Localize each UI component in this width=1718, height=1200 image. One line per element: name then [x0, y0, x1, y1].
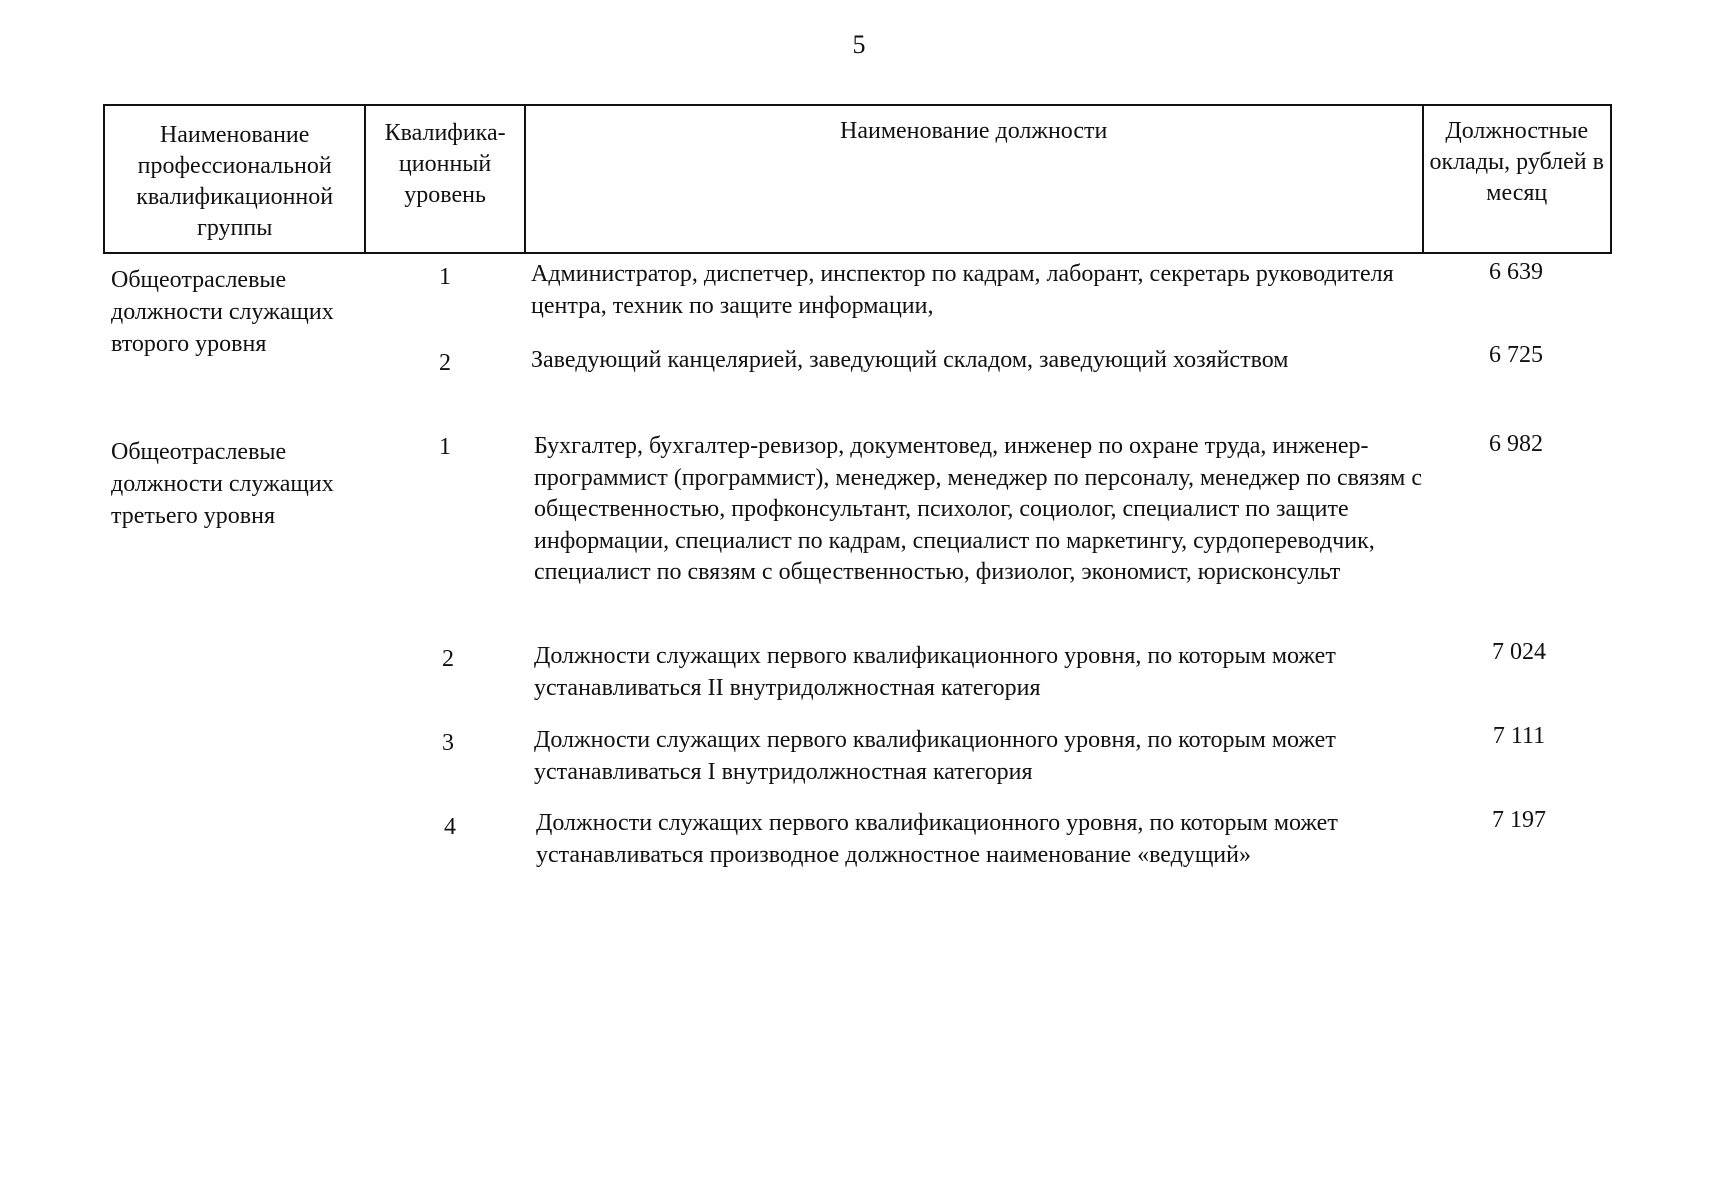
header-qualification-level: Квалифика-ционный уровень: [366, 106, 526, 252]
table-header: [103, 104, 1612, 254]
salary-cell: 7 024: [1492, 639, 1546, 665]
position-cell: Заведующий канцелярией, заведующий складом, заведующий хозяйством: [531, 347, 1289, 373]
position-cell: Должности служащих первого квалификационного уровня, по которым может устанавливаться производное должностное наименование «ведущий»: [536, 810, 1338, 868]
salary-cell: 7 197: [1492, 807, 1546, 833]
salary-cell: 6 982: [1489, 431, 1543, 457]
position-cell: Бухгалтер, бухгалтер-ревизор, документовед, инженер по охране труда, инженер-программист (программист), менеджер, менеджер по персоналу, менеджер по связям с общественностью, профконсультант, психолог, социолог, специалист по защите информации, специалист по кадрам, специалист по маркетингу, сурдопереводчик, специалист по связям с общественностью, физиолог, экономист, юрисконсульт: [534, 433, 1423, 585]
position-cell: Должности служащих первого квалификационного уровня, по которым может устанавливаться II внутридолжностная категория: [534, 643, 1336, 701]
level-cell: 2: [439, 350, 451, 376]
salary-cell: 6 725: [1489, 342, 1543, 368]
position-cell: Администратор, диспетчер, инспектор по кадрам, лаборант, секретарь руководителя центра, техник по защите информации,: [531, 261, 1394, 319]
group-name-second-level: Общеотраслевые должности служащих второго уровня: [111, 267, 334, 357]
header-salary: Должностные оклады, рублей в месяц: [1429, 118, 1604, 206]
header-position-name: Наименование должности: [526, 106, 1424, 252]
level-cell: 1: [439, 434, 451, 460]
level-cell: 3: [442, 730, 454, 756]
page-number: 5: [852, 30, 866, 59]
position-cell: Должности служащих первого квалификационного уровня, по которым может устанавливаться I внутридолжностная категория: [534, 727, 1336, 785]
level-cell: 2: [442, 646, 454, 672]
level-cell: 1: [439, 264, 451, 290]
salary-cell: 7 111: [1492, 723, 1546, 749]
group-name-third-level: Общеотраслевые должности служащих третьего уровня: [111, 439, 334, 529]
salary-cell: 6 639: [1489, 259, 1543, 285]
level-cell: 4: [444, 814, 456, 840]
header-group-name: Наименование профессиональной квалификационной группы: [105, 106, 366, 252]
